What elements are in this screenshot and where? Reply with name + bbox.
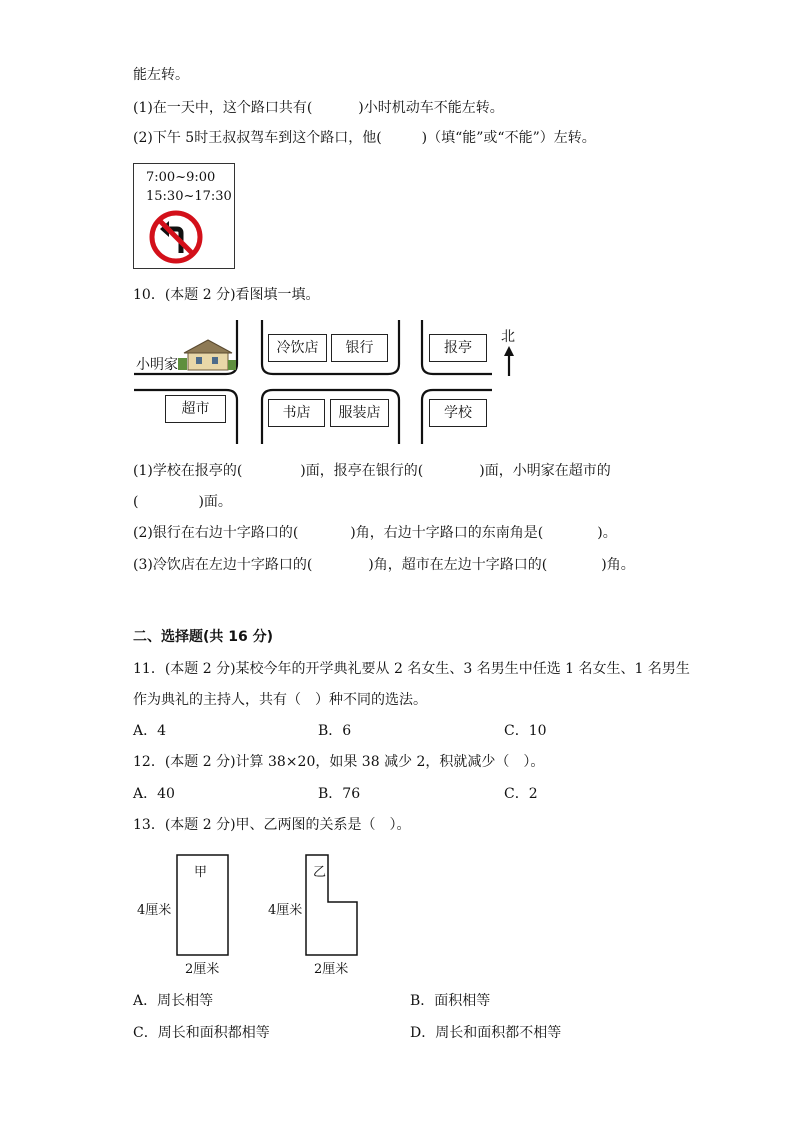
box-bookstore: 书店 bbox=[268, 399, 325, 427]
q11-stem-line2: 作为典礼的主持人，共有（ ）种不同的选法。 bbox=[133, 692, 427, 708]
box-clothing-store: 服装店 bbox=[330, 399, 389, 427]
q10-stem: 10．(本题 2 分)看图填一填。 bbox=[133, 287, 320, 303]
q13-option-d[interactable]: D．周长和面积都不相等 bbox=[410, 1025, 562, 1041]
q11-stem-line1: 11．(本题 2 分)某校今年的开学典礼要从 2 名女生、3 名男生中任选 1 名女生、1 名男生 bbox=[133, 661, 690, 677]
shape-jia-label: 甲 bbox=[194, 865, 208, 880]
q13-option-b[interactable]: B．面积相等 bbox=[410, 993, 491, 1009]
house-icon bbox=[178, 340, 236, 370]
north-label: 北 bbox=[501, 329, 515, 345]
q11-option-a[interactable]: A．4 bbox=[133, 723, 167, 739]
sign-time-1: 7:00~9:00 bbox=[146, 170, 216, 185]
q11-option-b[interactable]: B．6 bbox=[318, 723, 352, 739]
shape-yi-label: 乙 bbox=[313, 865, 327, 880]
box-school: 学校 bbox=[429, 399, 487, 427]
box-supermarket: 超市 bbox=[165, 395, 226, 423]
q12-option-c[interactable]: C．2 bbox=[504, 786, 538, 802]
q13-stem: 13．(本题 2 分)甲、乙两图的关系是（ ）。 bbox=[133, 817, 411, 833]
home-label: 小明家 bbox=[136, 357, 178, 373]
width-label-jia: 2厘米 bbox=[185, 962, 220, 977]
height-label-jia: 4厘米 bbox=[137, 903, 172, 918]
traffic-sign bbox=[133, 163, 235, 269]
q10-sub1: (1)学校在报亭的( )面，报亭在银行的( )面，小明家在超市的 bbox=[133, 463, 611, 479]
q9-sub2: (2)下午 5时王叔叔驾车到这个路口，他( )（填“能”或“不能”）左转。 bbox=[133, 130, 596, 146]
q10-sub1-cont: ( )面。 bbox=[133, 494, 232, 510]
box-cold-drink-shop: 冷饮店 bbox=[268, 334, 327, 362]
no-left-turn-icon bbox=[148, 209, 204, 265]
q12-option-b[interactable]: B．76 bbox=[318, 786, 361, 802]
q12-stem: 12．(本题 2 分)计算 38×20，如果 38 减少 2，积就减少（ ）。 bbox=[133, 754, 545, 770]
q9-sub1: (1)在一天中，这个路口共有( )小时机动车不能左转。 bbox=[133, 100, 504, 116]
q9-continuation: 能左转。 bbox=[133, 67, 189, 83]
q11-option-c[interactable]: C．10 bbox=[504, 723, 547, 739]
q10-sub2: (2)银行在右边十字路口的( )角，右边十字路口的东南角是( )。 bbox=[133, 525, 617, 541]
q13-option-a[interactable]: A．周长相等 bbox=[133, 993, 214, 1009]
width-label-yi: 2厘米 bbox=[314, 962, 349, 977]
box-bank: 银行 bbox=[331, 334, 388, 362]
q13-option-c[interactable]: C．周长和面积都相等 bbox=[133, 1025, 270, 1041]
height-label-yi: 4厘米 bbox=[268, 903, 303, 918]
box-newsstand: 报亭 bbox=[429, 334, 487, 362]
sign-time-2: 15:30~17:30 bbox=[146, 189, 232, 204]
q12-option-a[interactable]: A．40 bbox=[133, 786, 175, 802]
section-title: 二、选择题(共 16 分) bbox=[133, 629, 274, 645]
q10-sub3: (3)冷饮店在左边十字路口的( )角，超市在左边十字路口的( )角。 bbox=[133, 557, 635, 573]
